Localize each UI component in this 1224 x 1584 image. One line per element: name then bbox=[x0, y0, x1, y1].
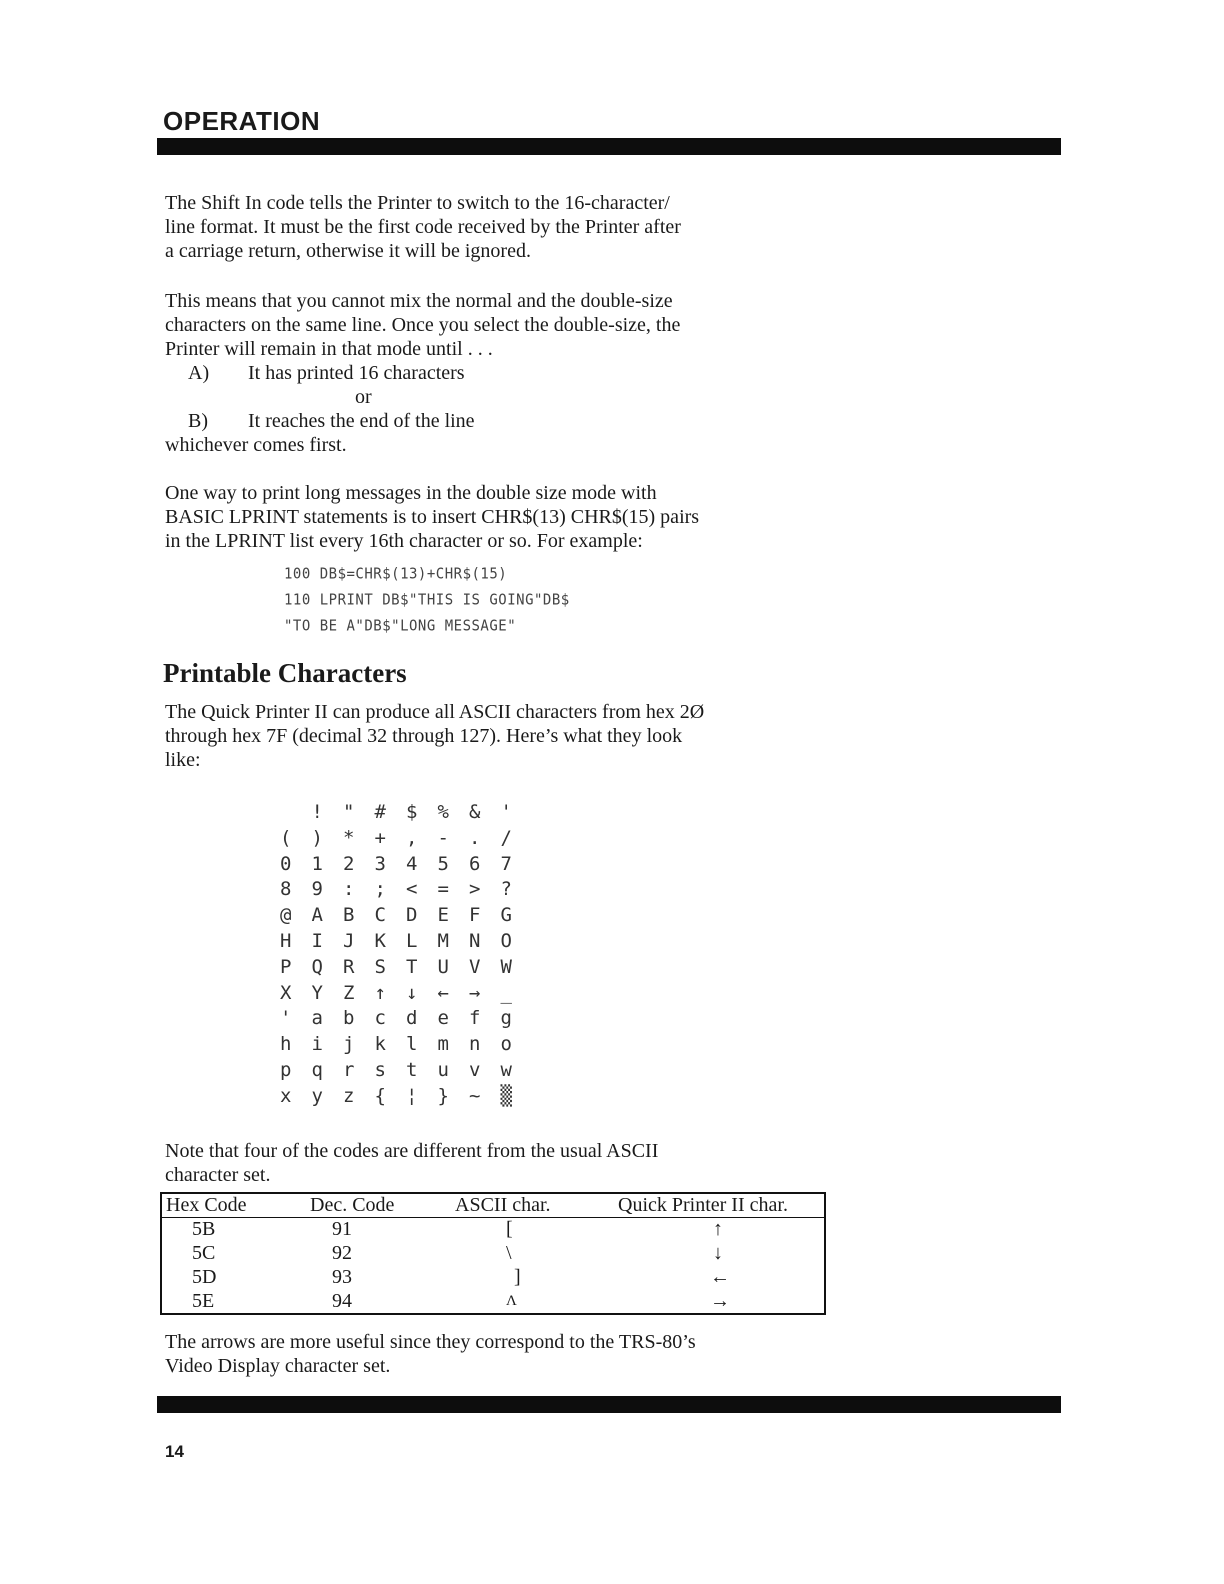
code-line-3: "TO BE A"DB$"LONG MESSAGE" bbox=[284, 617, 517, 635]
text-line: Printer will remain in that mode until . . . bbox=[165, 338, 493, 360]
charset-glyph: e bbox=[437, 1007, 449, 1030]
charset-glyph: h bbox=[280, 1033, 292, 1056]
charset-glyph: > bbox=[469, 878, 481, 901]
charset-glyph: U bbox=[437, 955, 449, 978]
charset-glyph: ' bbox=[500, 801, 512, 823]
charset-glyph: ↓ bbox=[406, 981, 418, 1004]
table-row bbox=[162, 1265, 824, 1289]
charset-glyph: _ bbox=[500, 981, 512, 1004]
charset-glyph: j bbox=[343, 1033, 355, 1056]
paragraph-note bbox=[165, 1139, 825, 1187]
charset-glyph: $ bbox=[406, 801, 418, 823]
cell-ascii: Λ bbox=[506, 1293, 517, 1309]
charset-glyph: → bbox=[469, 981, 481, 1004]
paragraph-printable-intro bbox=[165, 700, 825, 772]
text-line: One way to print long messages in the double size mode with bbox=[165, 482, 657, 504]
charset-glyph: ' bbox=[280, 1007, 292, 1030]
cell-ascii: ] bbox=[514, 1266, 521, 1288]
list-text-a: It has printed 16 characters bbox=[248, 362, 465, 384]
header-rule bbox=[157, 138, 1061, 155]
charset-glyph: / bbox=[500, 826, 512, 849]
cell-hex: 5B bbox=[192, 1218, 216, 1240]
charset-glyph: a bbox=[311, 1007, 323, 1030]
header-hex-code: Hex Code bbox=[166, 1194, 247, 1216]
charset-glyph: ? bbox=[500, 878, 512, 901]
text-line: through hex 7F (decimal 32 through 127). Here’s what they look bbox=[165, 725, 683, 747]
charset-glyph: - bbox=[437, 826, 449, 849]
charset-glyph: 6 bbox=[469, 852, 481, 875]
charset-glyph: ( bbox=[280, 826, 292, 849]
charset-glyph: 3 bbox=[374, 852, 386, 875]
header-dec-code: Dec. Code bbox=[310, 1194, 395, 1216]
charset-glyph: m bbox=[437, 1033, 449, 1056]
charset-glyph: : bbox=[343, 878, 355, 901]
table-row bbox=[162, 1217, 824, 1241]
charset-glyph: y bbox=[311, 1084, 323, 1107]
text-line: line format. It must be the first code received by the Printer after bbox=[165, 216, 681, 238]
charset-glyph: ↑ bbox=[374, 981, 386, 1004]
text-line: Video Display character set. bbox=[165, 1355, 391, 1377]
charset-glyph: g bbox=[500, 1007, 512, 1030]
charset-glyph: { bbox=[374, 1084, 386, 1107]
paragraph-shift-in bbox=[165, 191, 825, 263]
text-line: in the LPRINT list every 16th character or so. For example: bbox=[165, 530, 643, 552]
cell-dec: 91 bbox=[332, 1218, 352, 1240]
charset-glyph: ~ bbox=[469, 1084, 481, 1107]
cell-ascii: \ bbox=[506, 1242, 512, 1264]
charset-glyph: v bbox=[469, 1058, 481, 1081]
charset-glyph: X bbox=[280, 981, 292, 1004]
list-label-a: A) bbox=[188, 362, 210, 384]
text-line: The arrows are more useful since they correspond to the TRS-80’s bbox=[165, 1331, 696, 1353]
charset-glyph: n bbox=[469, 1033, 481, 1056]
charset-glyph: p bbox=[280, 1058, 292, 1081]
charset-glyph: O bbox=[500, 929, 512, 952]
character-set-grid bbox=[270, 800, 522, 1110]
charset-glyph: W bbox=[500, 955, 512, 978]
charset-glyph: } bbox=[437, 1084, 449, 1107]
charset-glyph: 1 bbox=[311, 852, 323, 875]
charset-glyph: 0 bbox=[280, 852, 292, 875]
section-title: OPERATION bbox=[163, 106, 321, 136]
charset-glyph: 9 bbox=[311, 878, 323, 901]
charset-glyph: s bbox=[374, 1058, 386, 1081]
charset-glyph: 8 bbox=[280, 878, 292, 901]
code-difference-table bbox=[160, 1192, 826, 1315]
charset-glyph: Z bbox=[343, 981, 355, 1004]
code-line-1: 100 DB$=CHR$(13)+CHR$(15) bbox=[284, 565, 508, 583]
list-label-b: B) bbox=[188, 410, 208, 432]
list-or: or bbox=[355, 386, 372, 408]
charset-glyph: q bbox=[311, 1058, 323, 1081]
charset-glyph: u bbox=[437, 1058, 449, 1081]
charset-glyph: % bbox=[437, 801, 449, 823]
charset-glyph: ▒ bbox=[500, 1084, 512, 1107]
text-line: a carriage return, otherwise it will be ignored. bbox=[165, 240, 531, 262]
text-line: BASIC LPRINT statements is to insert CHR$(13) CHR$(15) pairs bbox=[165, 506, 700, 528]
charset-glyph: V bbox=[469, 955, 481, 978]
charset-glyph: d bbox=[406, 1007, 418, 1030]
charset-glyph: " bbox=[343, 801, 355, 823]
charset-glyph: D bbox=[406, 904, 418, 927]
charset-glyph: Y bbox=[311, 981, 323, 1004]
charset-glyph: l bbox=[406, 1033, 418, 1056]
text-line: characters on the same line. Once you select the double-size, the bbox=[165, 314, 681, 336]
paragraph-lprint bbox=[165, 481, 825, 553]
charset-glyph: k bbox=[374, 1033, 386, 1056]
charset-glyph: 7 bbox=[500, 852, 512, 875]
charset-glyph: & bbox=[469, 801, 481, 823]
cell-hex: 5C bbox=[192, 1242, 216, 1264]
cell-dec: 92 bbox=[332, 1242, 352, 1264]
charset-glyph: C bbox=[374, 904, 386, 927]
cell-dec: 93 bbox=[332, 1266, 352, 1288]
charset-glyph: T bbox=[406, 955, 418, 978]
charset-glyph: M bbox=[437, 929, 449, 952]
charset-glyph: # bbox=[374, 801, 386, 823]
cell-dec: 94 bbox=[332, 1290, 352, 1312]
charset-glyph: R bbox=[343, 955, 355, 978]
paragraph-mix-modes bbox=[165, 289, 825, 361]
charset-glyph: S bbox=[374, 955, 386, 978]
charset-glyph: ← bbox=[437, 981, 449, 1004]
charset-glyph: x bbox=[280, 1084, 292, 1107]
charset-glyph: ! bbox=[311, 801, 323, 823]
charset-glyph: ¦ bbox=[406, 1084, 418, 1107]
printable-heading: Printable Characters bbox=[163, 658, 407, 688]
text-line: character set. bbox=[165, 1164, 271, 1186]
charset-glyph: I bbox=[311, 929, 323, 952]
charset-glyph: 4 bbox=[406, 852, 418, 875]
paragraph-closing bbox=[165, 1330, 825, 1378]
charset-glyph: G bbox=[500, 904, 512, 927]
table-row bbox=[162, 1241, 824, 1265]
charset-glyph: H bbox=[280, 929, 292, 952]
cell-qp: ← bbox=[710, 1266, 730, 1288]
charset-glyph: . bbox=[469, 826, 481, 849]
cell-hex: 5E bbox=[192, 1290, 215, 1312]
charset-glyph: = bbox=[437, 878, 449, 901]
table-header bbox=[162, 1194, 824, 1218]
charset-glyph: t bbox=[406, 1058, 418, 1081]
text-line: Note that four of the codes are different from the usual ASCII bbox=[165, 1140, 659, 1162]
charset-glyph: ) bbox=[311, 826, 323, 849]
charset-glyph bbox=[270, 800, 302, 826]
charset-glyph: * bbox=[343, 826, 355, 849]
footer-rule bbox=[157, 1396, 1061, 1413]
charset-glyph: c bbox=[374, 1007, 386, 1030]
charset-glyph: P bbox=[280, 955, 292, 978]
list-end: whichever comes first. bbox=[165, 434, 347, 456]
charset-glyph: ; bbox=[374, 878, 386, 901]
charset-glyph: E bbox=[437, 904, 449, 927]
charset-glyph: w bbox=[500, 1058, 512, 1081]
cell-qp: → bbox=[710, 1290, 730, 1312]
header-ascii-char: ASCII char. bbox=[455, 1194, 551, 1216]
charset-glyph: r bbox=[343, 1058, 355, 1081]
text-line: like: bbox=[165, 749, 201, 771]
charset-glyph: A bbox=[311, 904, 323, 927]
charset-glyph: 2 bbox=[343, 852, 355, 875]
charset-glyph: b bbox=[343, 1007, 355, 1030]
charset-glyph: F bbox=[469, 904, 481, 927]
text-line: This means that you cannot mix the normal and the double-size bbox=[165, 290, 673, 312]
header-quick-printer-char: Quick Printer II char. bbox=[618, 1194, 788, 1216]
code-line-2: 110 LPRINT DB$"THIS IS GOING"DB$ bbox=[284, 591, 570, 609]
charset-glyph: + bbox=[374, 826, 386, 849]
cell-qp: ↑ bbox=[713, 1218, 723, 1240]
cell-qp: ↓ bbox=[713, 1242, 723, 1264]
page-number: 14 bbox=[165, 1442, 184, 1461]
cell-hex: 5D bbox=[192, 1266, 217, 1288]
list-text-b: It reaches the end of the line bbox=[248, 410, 475, 432]
charset-glyph: N bbox=[469, 929, 481, 952]
text-line: The Shift In code tells the Printer to switch to the 16-character/ bbox=[165, 192, 670, 214]
table-row bbox=[162, 1289, 824, 1313]
charset-glyph: @ bbox=[280, 904, 292, 927]
charset-glyph: Q bbox=[311, 955, 323, 978]
charset-glyph: J bbox=[343, 929, 355, 952]
charset-glyph: < bbox=[406, 878, 418, 901]
charset-glyph: K bbox=[374, 929, 386, 952]
charset-glyph: z bbox=[343, 1084, 355, 1107]
charset-glyph: L bbox=[406, 929, 418, 952]
text-line: The Quick Printer II can produce all ASCII characters from hex 2Ø bbox=[165, 701, 705, 723]
charset-glyph: 5 bbox=[437, 852, 449, 875]
charset-glyph: f bbox=[469, 1007, 481, 1030]
charset-glyph: o bbox=[500, 1033, 512, 1056]
charset-glyph: , bbox=[406, 826, 418, 849]
cell-ascii: [ bbox=[506, 1218, 513, 1240]
charset-glyph: i bbox=[311, 1033, 323, 1056]
charset-glyph: B bbox=[343, 904, 355, 927]
